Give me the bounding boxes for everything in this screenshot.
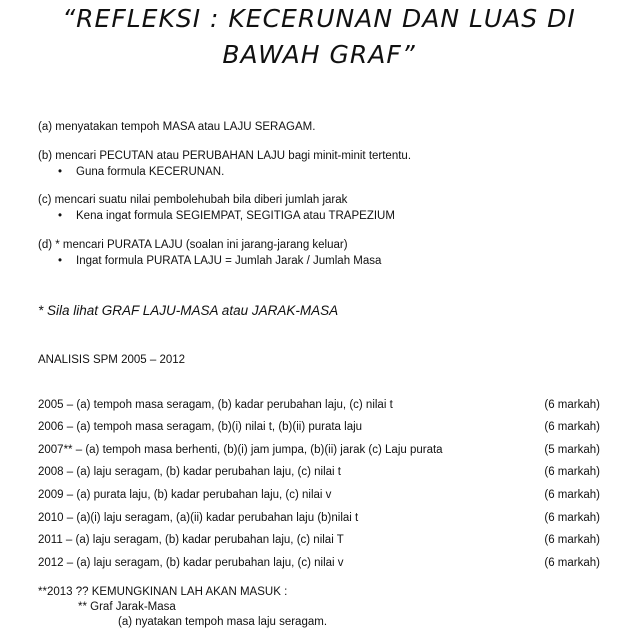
- analysis-row: [38, 489, 600, 501]
- prediction-heading: **2013 ?? KEMUNGKINAN LAH AKAN MASUK :: [38, 586, 288, 598]
- analysis-row-marks: (6 markah): [544, 489, 600, 501]
- point-a: (a) menyatakan tempoh MASA atau LAJU SERAGAM.: [38, 121, 316, 133]
- analysis-row-marks: (5 markah): [544, 444, 600, 456]
- analysis-row-text: 2010 – (a)(i) laju seragam, (a)(ii) kadar perubahan laju (b)nilai t: [38, 512, 359, 524]
- analysis-row: [38, 557, 600, 569]
- point-b-bullet: [66, 166, 224, 178]
- analysis-row: [38, 534, 600, 546]
- point-d-bullet: [66, 255, 381, 267]
- point-b: (b) mencari PECUTAN atau PERUBAHAN LAJU bagi minit-minit tertentu.: [38, 150, 412, 162]
- analysis-row-text: 2009 – (a) purata laju, (b) kadar perubahan laju, (c) nilai v: [38, 489, 332, 501]
- point-c-bullet: [66, 210, 395, 222]
- analysis-row-marks: (6 markah): [544, 466, 600, 478]
- point-d-bullet-text: Ingat formula PURATA LAJU = Jumlah Jarak / Jumlah Masa: [76, 255, 382, 267]
- analysis-row-text: 2007** – (a) tempoh masa berhenti, (b)(i) jam jumpa, (b)(ii) jarak (c) Laju purata: [38, 444, 443, 456]
- analysis-heading: ANALISIS SPM 2005 – 2012: [38, 354, 186, 366]
- analysis-row-marks: (6 markah): [544, 399, 600, 411]
- analysis-row-marks: (6 markah): [544, 512, 600, 524]
- point-c: (c) mencari suatu nilai pembolehubah bila diberi jumlah jarak: [38, 194, 348, 206]
- analysis-row: [38, 421, 600, 433]
- analysis-row-text: 2011 – (a) laju seragam, (b) kadar perubahan laju, (c) nilai T: [38, 534, 344, 546]
- document-title-line-1: “REFLEKSI : KECERUNAN DAN LUAS DI: [62, 4, 576, 33]
- analysis-row: [38, 466, 600, 478]
- point-b-bullet-text: Guna formula KECERUNAN.: [76, 166, 225, 178]
- point-c-bullet-text: Kena ingat formula SEGIEMPAT, SEGITIGA atau TRAPEZIUM: [76, 210, 395, 222]
- analysis-row-text: 2006 – (a) tempoh masa seragam, (b)(i) nilai t, (b)(ii) purata laju: [38, 421, 363, 433]
- analysis-row-text: 2008 – (a) laju seragam, (b) kadar perubahan laju, (c) nilai t: [38, 466, 341, 478]
- analysis-row: [38, 444, 600, 456]
- analysis-row-marks: (6 markah): [544, 557, 600, 569]
- analysis-row: [38, 399, 600, 411]
- document-title-line-2: BAWAH GRAF”: [222, 40, 416, 69]
- graph-note: * Sila lihat GRAF LAJU-MASA atau JARAK-MASA: [38, 303, 339, 318]
- analysis-row-marks: (6 markah): [544, 534, 600, 546]
- point-d: (d) * mencari PURATA LAJU (soalan ini jarang-jarang keluar): [38, 239, 348, 251]
- analysis-row: [38, 512, 600, 524]
- prediction-item: (a) nyatakan tempoh masa laju seragam.: [118, 616, 328, 628]
- prediction-subheading: ** Graf Jarak-Masa: [78, 601, 176, 613]
- analysis-row-text: 2012 – (a) laju seragam, (b) kadar perubahan laju, (c) nilai v: [38, 557, 344, 569]
- analysis-row-text: 2005 – (a) tempoh masa seragam, (b) kadar perubahan laju, (c) nilai t: [38, 399, 393, 411]
- analysis-row-marks: (6 markah): [544, 421, 600, 433]
